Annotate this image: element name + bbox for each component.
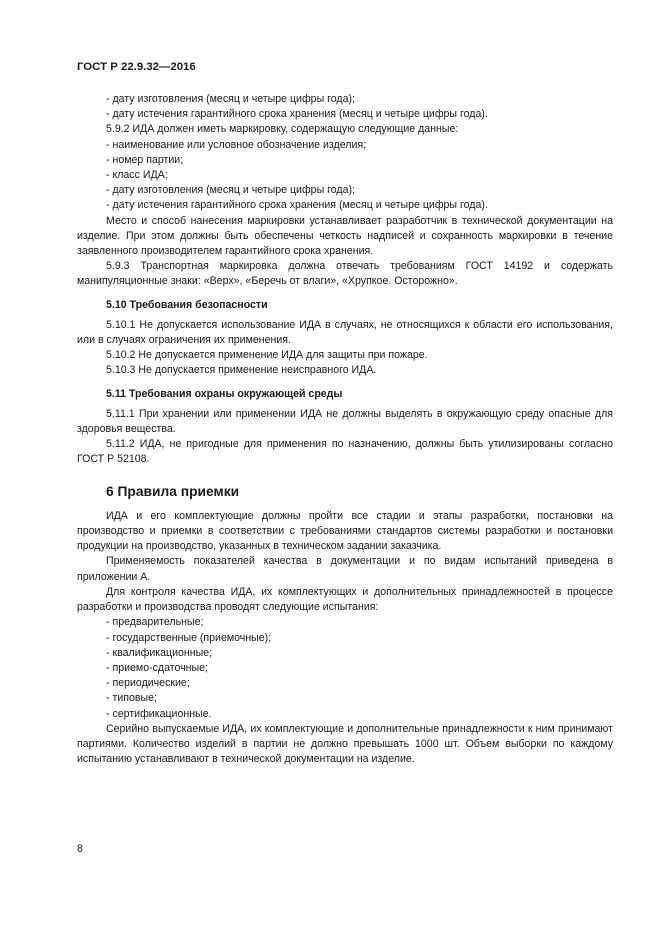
list-item: - приемо-сдаточные; (106, 661, 208, 674)
list-item: - дату истечения гарантийного срока хранения (месяц и четыре цифры года). (106, 108, 488, 121)
paragraph: 5.10.3 Не допускается применение неисправного ИДА. (106, 364, 377, 377)
list-item: - периодические; (106, 677, 190, 690)
paragraph: 5.11.1 При хранении или применении ИДА не должны выделять в окружающую среду опасные для здоровья вещества. (77, 407, 613, 436)
list-item: - государственные (приемочные); (106, 631, 272, 644)
page-number: 8 (77, 843, 83, 855)
list-item: - предварительные; (106, 616, 204, 629)
paragraph: 5.11.2 ИДА, не пригодные для применения по назначению, должны быть утилизированы согласно ГОСТ Р 52108. (77, 438, 613, 466)
list-item: - дату изготовления (месяц и четыре цифры года); (106, 93, 355, 105)
paragraph: 5.9.2 ИДА должен иметь маркировку, содержащую следующие данные: (106, 123, 459, 136)
list-item: - номер партии; (106, 153, 184, 166)
paragraph: 5.9.3 Транспортная маркировка должна отвечать требованиям ГОСТ 14192 и содержать манипуляционные знаки: «Верх», «Беречь от влаги», «Хрупкое. Осторожно». (77, 260, 613, 288)
list-item: - типовые; (106, 692, 157, 705)
document-body (77, 92, 613, 767)
paragraph: 5.10.2 Не допускается применение ИДА для защиты при пожаре. (106, 349, 428, 362)
subsection-heading: 5.10 Требования безопасности (106, 298, 268, 311)
list-item: - дату истечения гарантийного срока хранения (месяц и четыре цифры года). (106, 199, 488, 212)
paragraph: Для контроля качества ИДА, их комплектующих и дополнительных принадлежностей в процессе разработки и производства проводят следующие испытания: (77, 585, 613, 614)
paragraph: ИДА и его комплектующие должны пройти все стадии и этапы разработки, постановки на производство и приемки в соответствии с требованиями стандартов системы разработки и постановки продукции на производство, указанных в техническом задании заказчика. (77, 509, 613, 553)
list-item: - дату изготовления (месяц и четыре цифры года); (106, 184, 355, 197)
document-header: ГОСТ Р 22.9.32—2016 (77, 61, 196, 73)
paragraph: 5.10.1 Не допускается использование ИДА в случаях, не относящихся к области его использования, или в случаях ограничения их применения. (77, 318, 613, 347)
paragraph: Применяемость показателей качества в документации и по видам испытаний приведена в приложении А. (77, 555, 613, 583)
paragraph: Место и способ нанесения маркировки устанавливает разработчик в технической документации на изделие. При этом должны быть обеспечены четкость надписей и сохранность маркировки в течение заявленного производителем гарантийного срока хранения. (77, 214, 613, 258)
paragraph: Серийно выпускаемые ИДА, их комплектующие и дополнительные принадлежности к ним принимают партиями. Количество изделий в партии не должно превышать 1000 шт. Объем выборки по каждому испытанию устанавливают в технической документации на изделие. (77, 722, 613, 766)
subsection-heading: 5.11 Требования охраны окружающей среды (106, 387, 343, 400)
section-heading: 6 Правила приемки (106, 483, 240, 499)
list-item: - квалификационные; (106, 646, 213, 659)
list-item: - сертификационные. (106, 707, 212, 720)
list-item: - наименование или условное обозначение изделия; (106, 138, 367, 151)
list-item: - класс ИДА; (106, 169, 168, 182)
